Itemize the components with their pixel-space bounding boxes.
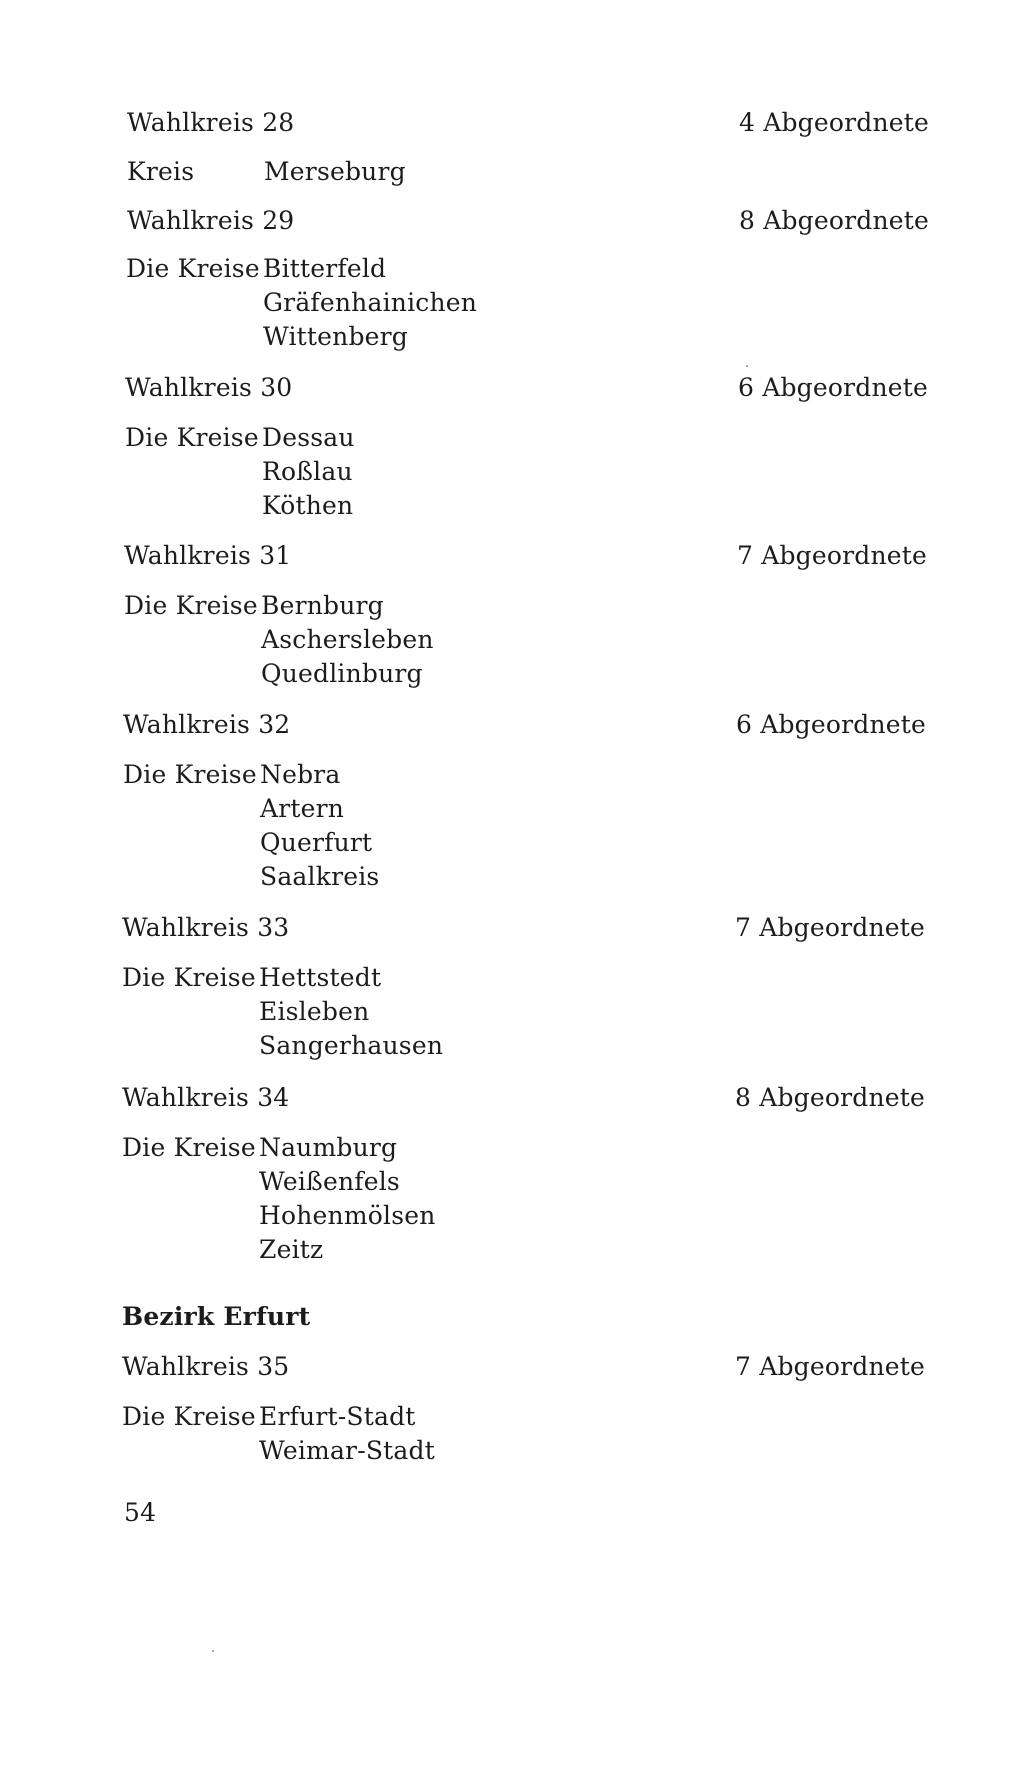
wahlkreis-heading: Wahlkreis 29	[127, 206, 295, 235]
kreis-name: Bitterfeld	[263, 254, 387, 283]
wahlkreis-heading: Wahlkreis 31	[124, 541, 292, 570]
scan-speck	[746, 365, 748, 367]
kreis-name: Erfurt-Stadt	[259, 1402, 416, 1431]
kreis-prefix: Die Kreise	[125, 423, 259, 452]
kreis-name: Zeitz	[259, 1235, 324, 1264]
wahlkreis-heading: Wahlkreis 32	[123, 710, 291, 739]
kreis-name: Naumburg	[259, 1133, 398, 1162]
wahlkreis-heading: Wahlkreis 33	[122, 913, 290, 942]
kreis-name: Gräfenhainichen	[263, 288, 478, 317]
kreis-name: Wittenberg	[263, 322, 408, 351]
wahlkreis-heading: Wahlkreis 35	[122, 1352, 290, 1381]
abgeordnete-count: 4 Abgeordnete	[738, 108, 929, 137]
kreis-prefix: Die Kreise	[122, 963, 256, 992]
kreis-name: Saalkreis	[260, 862, 380, 891]
kreis-name: Weimar-Stadt	[259, 1436, 435, 1465]
kreis-prefix: Die Kreise	[124, 591, 258, 620]
kreis-name: Quedlinburg	[261, 659, 423, 688]
kreis-prefix: Die Kreise	[122, 1133, 256, 1162]
page-number: 54	[124, 1498, 157, 1527]
kreis-name: Aschersleben	[261, 625, 434, 654]
kreis-name: Roßlau	[262, 457, 353, 486]
abgeordnete-count: 8 Abgeordnete	[738, 206, 929, 235]
wahlkreis-heading: Wahlkreis 30	[125, 373, 293, 402]
kreis-prefix: Kreis	[127, 157, 195, 186]
kreis-prefix: Die Kreise	[123, 760, 257, 789]
kreis-prefix: Die Kreise	[126, 254, 260, 283]
section-heading: Bezirk Erfurt	[122, 1302, 311, 1331]
kreis-name: Hettstedt	[259, 963, 382, 992]
abgeordnete-count: 7 Abgeordnete	[736, 541, 927, 570]
kreis-name: Dessau	[262, 423, 355, 452]
abgeordnete-count: 8 Abgeordnete	[734, 1083, 925, 1112]
scan-speck	[212, 1650, 214, 1652]
kreis-name: Sangerhausen	[259, 1031, 444, 1060]
kreis-name: Weißenfels	[259, 1167, 400, 1196]
kreis-name: Merseburg	[264, 157, 406, 186]
kreis-name: Artern	[260, 794, 345, 823]
kreis-name: Eisleben	[259, 997, 370, 1026]
kreis-name: Köthen	[262, 491, 354, 520]
abgeordnete-count: 7 Abgeordnete	[734, 913, 925, 942]
kreis-name: Nebra	[260, 760, 341, 789]
kreis-name: Hohenmölsen	[259, 1201, 436, 1230]
abgeordnete-count: 6 Abgeordnete	[737, 373, 928, 402]
kreis-name: Bernburg	[261, 591, 384, 620]
kreis-prefix: Die Kreise	[122, 1402, 256, 1431]
abgeordnete-count: 7 Abgeordnete	[734, 1352, 925, 1381]
abgeordnete-count: 6 Abgeordnete	[735, 710, 926, 739]
wahlkreis-heading: Wahlkreis 28	[127, 108, 295, 137]
kreis-name: Querfurt	[260, 828, 373, 857]
wahlkreis-heading: Wahlkreis 34	[122, 1083, 290, 1112]
